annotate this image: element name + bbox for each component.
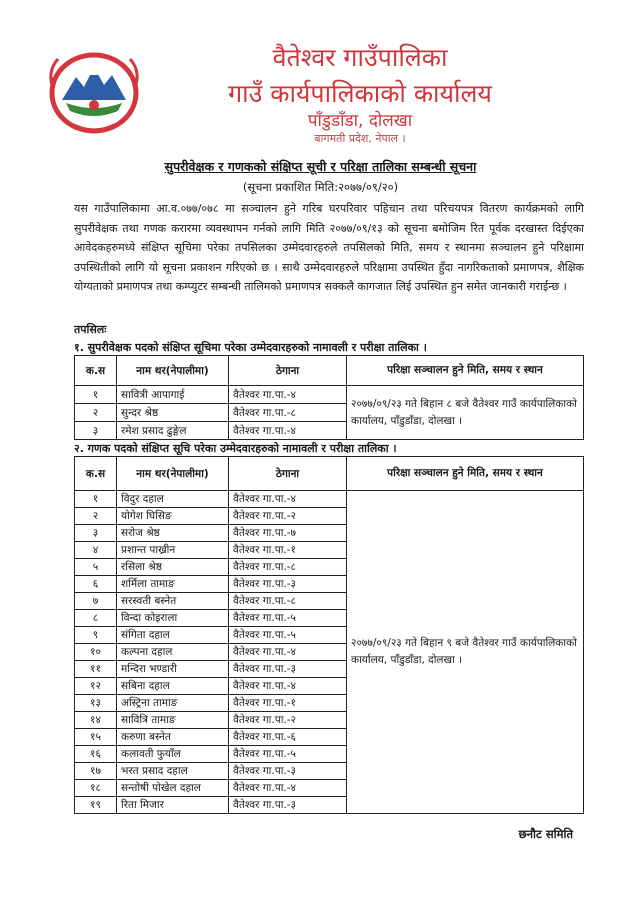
cell-address: वैतेश्वर गा.पा.-८ bbox=[229, 593, 347, 610]
cell-name: कलावती फुयाँल bbox=[117, 746, 229, 763]
details-label: तपसिलः bbox=[74, 323, 107, 336]
cell-name: प्रशान्त पाख्रीन bbox=[117, 542, 229, 559]
cell-address: वैतेश्वर गा.पा.-४ bbox=[229, 386, 347, 404]
cell-name: सावित्रि तामाङ bbox=[117, 712, 229, 729]
cell-name: सरस्वती बस्नेत bbox=[117, 593, 229, 610]
cell-sn: १५ bbox=[75, 729, 117, 746]
cell-name: योगेश घिसिङ bbox=[117, 508, 229, 525]
exam-schedule-cell: २०७७/०९/२३ गते बिहान ९ बजे वैतेश्वर गाउँ कार्यपालिकाको कार्यालय, पाँडुडाँडा, दोलखा । bbox=[347, 491, 584, 814]
section2-heading: २. गणक पदको संक्षिप्त सूचि परेका उम्मेदवारहरुको नामावली र परीक्षा तालिका । bbox=[74, 442, 397, 455]
cell-sn: १४ bbox=[75, 712, 117, 729]
cell-sn: ११ bbox=[75, 661, 117, 678]
cell-name: मन्दिरा भण्डारी bbox=[117, 661, 229, 678]
cell-name: सबिना दहाल bbox=[117, 678, 229, 695]
cell-name: संगिता दहाल bbox=[117, 627, 229, 644]
col-sn: क.स bbox=[75, 457, 117, 491]
cell-name: अस्ट्रिना तामाङ bbox=[117, 695, 229, 712]
exam-schedule-cell: २०७७/०९/२३ गते बिहान ८ बजे वैतेश्वर गाउँ कार्यपालिकाको कार्यालय, पाँडुडाँडा, दोलखा । bbox=[347, 386, 584, 440]
cell-name: सन्तोषी पोखेल दहाल bbox=[117, 780, 229, 797]
office-location: पाँडुडाँडा, दोलखा bbox=[307, 111, 413, 131]
cell-name: शर्मिला तामाङ bbox=[117, 576, 229, 593]
cell-sn: १८ bbox=[75, 780, 117, 797]
table-row bbox=[75, 386, 584, 404]
cell-name: भरत प्रसाद दहाल bbox=[117, 763, 229, 780]
cell-address: वैतेश्वर गा.पा.-४ bbox=[229, 491, 347, 508]
cell-address: वैतेश्वर गा.पा.-८ bbox=[229, 559, 347, 576]
cell-address: वैतेश्वर गा.पा.-४ bbox=[229, 644, 347, 661]
cell-address: वैतेश्वर गा.पा.-८ bbox=[229, 404, 347, 422]
cell-sn: ३ bbox=[75, 525, 117, 542]
cell-address: वैतेश्वर गा.पा.-२ bbox=[229, 508, 347, 525]
cell-address: वैतेश्वर गा.पा.-५ bbox=[229, 610, 347, 627]
col-exam-info: परिक्षा सञ्चालन हुने मिति, समय र स्थान bbox=[347, 457, 584, 491]
cell-address: वैतेश्वर गा.पा.-७ bbox=[229, 525, 347, 542]
cell-sn: ६ bbox=[75, 576, 117, 593]
cell-name: रमेश प्रसाद ढुङ्गेल bbox=[117, 422, 229, 440]
col-name: नाम थर(नेपालीमा) bbox=[117, 356, 229, 386]
notice-date: (सूचना प्रकाशित मिति:२०७७/०९/२०) bbox=[242, 180, 399, 194]
cell-name: कल्पना दहाल bbox=[117, 644, 229, 661]
cell-sn: १ bbox=[75, 386, 117, 404]
cell-sn: १३ bbox=[75, 695, 117, 712]
enumerator-table bbox=[74, 456, 584, 814]
cell-name: सावित्री आपागाई bbox=[117, 386, 229, 404]
cell-sn: ५ bbox=[75, 559, 117, 576]
cell-sn: १ bbox=[75, 491, 117, 508]
cell-sn: ७ bbox=[75, 593, 117, 610]
cell-address: वैतेश्वर गा.पा.-३ bbox=[229, 797, 347, 814]
cell-sn: ४ bbox=[75, 542, 117, 559]
cell-address: वैतेश्वर गा.पा.-३ bbox=[229, 661, 347, 678]
cell-address: वैतेश्वर गा.पा.-६ bbox=[229, 729, 347, 746]
cell-name: विन्दा कोइराला bbox=[117, 610, 229, 627]
cell-address: वैतेश्वर गा.पा.-३ bbox=[229, 576, 347, 593]
cell-name: करुणा बस्नेत bbox=[117, 729, 229, 746]
cell-sn: १७ bbox=[75, 763, 117, 780]
cell-address: वैतेश्वर गा.पा.-४ bbox=[229, 780, 347, 797]
cell-address: वैतेश्वर गा.पा.-५ bbox=[229, 746, 347, 763]
cell-name: सरोज श्रेष्ठ bbox=[117, 525, 229, 542]
cell-sn: १९ bbox=[75, 797, 117, 814]
cell-sn: २ bbox=[75, 508, 117, 525]
cell-name: सुन्दर श्रेष्ठ bbox=[117, 404, 229, 422]
cell-name: विदुर दहाल bbox=[117, 491, 229, 508]
office-name: गाउँ कार्यपालिकाको कार्यालय bbox=[228, 79, 492, 108]
cell-sn: १० bbox=[75, 644, 117, 661]
cell-address: वैतेश्वर गा.पा.-३ bbox=[229, 763, 347, 780]
cell-address: वैतेश्वर गा.पा.-५ bbox=[229, 627, 347, 644]
col-name: नाम थर(नेपालीमा) bbox=[117, 457, 229, 491]
col-address: ठेगाना bbox=[229, 356, 347, 386]
col-sn: क.स bbox=[75, 356, 117, 386]
selection-committee: छनौट समिति bbox=[518, 827, 573, 841]
cell-address: वैतेश्वर गा.पा.-१ bbox=[229, 695, 347, 712]
province-name: बागमती प्रदेश, नेपाल । bbox=[314, 132, 406, 145]
table-row bbox=[75, 491, 584, 508]
government-emblem-icon bbox=[44, 45, 144, 135]
cell-name: रसिला श्रेष्ठ bbox=[117, 559, 229, 576]
cell-address: वैतेश्वर गा.पा.-४ bbox=[229, 422, 347, 440]
cell-sn: ९ bbox=[75, 627, 117, 644]
letterhead bbox=[0, 0, 641, 150]
supervisor-table bbox=[74, 355, 584, 440]
col-exam-info: परिक्षा सञ्चालन हुने मिति, समय र स्थान bbox=[347, 356, 584, 386]
cell-address: वैतेश्वर गा.पा.-४ bbox=[229, 678, 347, 695]
cell-name: रिता मिजार bbox=[117, 797, 229, 814]
col-address: ठेगाना bbox=[229, 457, 347, 491]
cell-address: वैतेश्वर गा.पा.-२ bbox=[229, 712, 347, 729]
cell-sn: २ bbox=[75, 404, 117, 422]
notice-title: सुपरीवेक्षक र गणकको संक्षिप्त सूची र परिक्षा तालिका सम्बन्धी सूचना bbox=[164, 159, 477, 174]
notice-body: यस गाउँपालिकामा आ.व.०७७/०७८ मा सञ्चालन हुने गरिब घरपरिवार पहिचान तथा परिचयपत्र वितरण कार्यक्रमको लागि सुपरीवेक्षक तथा गणक करारमा व्यवस्थापन गर्नको लागि मिति २०७७/०९/१३ को सूचना बमोजिम रित पूर्वक दरखास्त दिईएका आवेदकहरुमध्ये संक्षिप्त सूचिमा परेका तपसिलका उम्मेदवारहरुले तपसिलको मिति, समय र स्थानमा सञ्चालन हुने परिक्षामा उपस्थितीको लागि यो सूचना प्रकाशन गरिएको छ । साथै उम्मेदवारहरुले परिक्षामा उपस्थित हुँदा नागरिकताको प्रमाणपत्र, शैक्षिक योग्यताको प्रमाणपत्र तथा कम्प्युटर सम्बन्धी तालिमको प्रमाणपत्र सक्कलै कागजात लिई उपस्थित हुन समेत जानकारी गराईन्छ । bbox=[74, 202, 584, 293]
municipality-name: वैतेश्वर गाउँपालिका bbox=[272, 43, 448, 72]
section1-heading: १. सुपरीवेक्षक पदको संक्षिप्त सूचिमा परेका उम्मेदवारहरुको नामावली र परीक्षा तालिका । bbox=[74, 341, 427, 354]
cell-sn: ८ bbox=[75, 610, 117, 627]
cell-sn: १६ bbox=[75, 746, 117, 763]
cell-address: वैतेश्वर गा.पा.-१ bbox=[229, 542, 347, 559]
cell-sn: ३ bbox=[75, 422, 117, 440]
cell-sn: १२ bbox=[75, 678, 117, 695]
